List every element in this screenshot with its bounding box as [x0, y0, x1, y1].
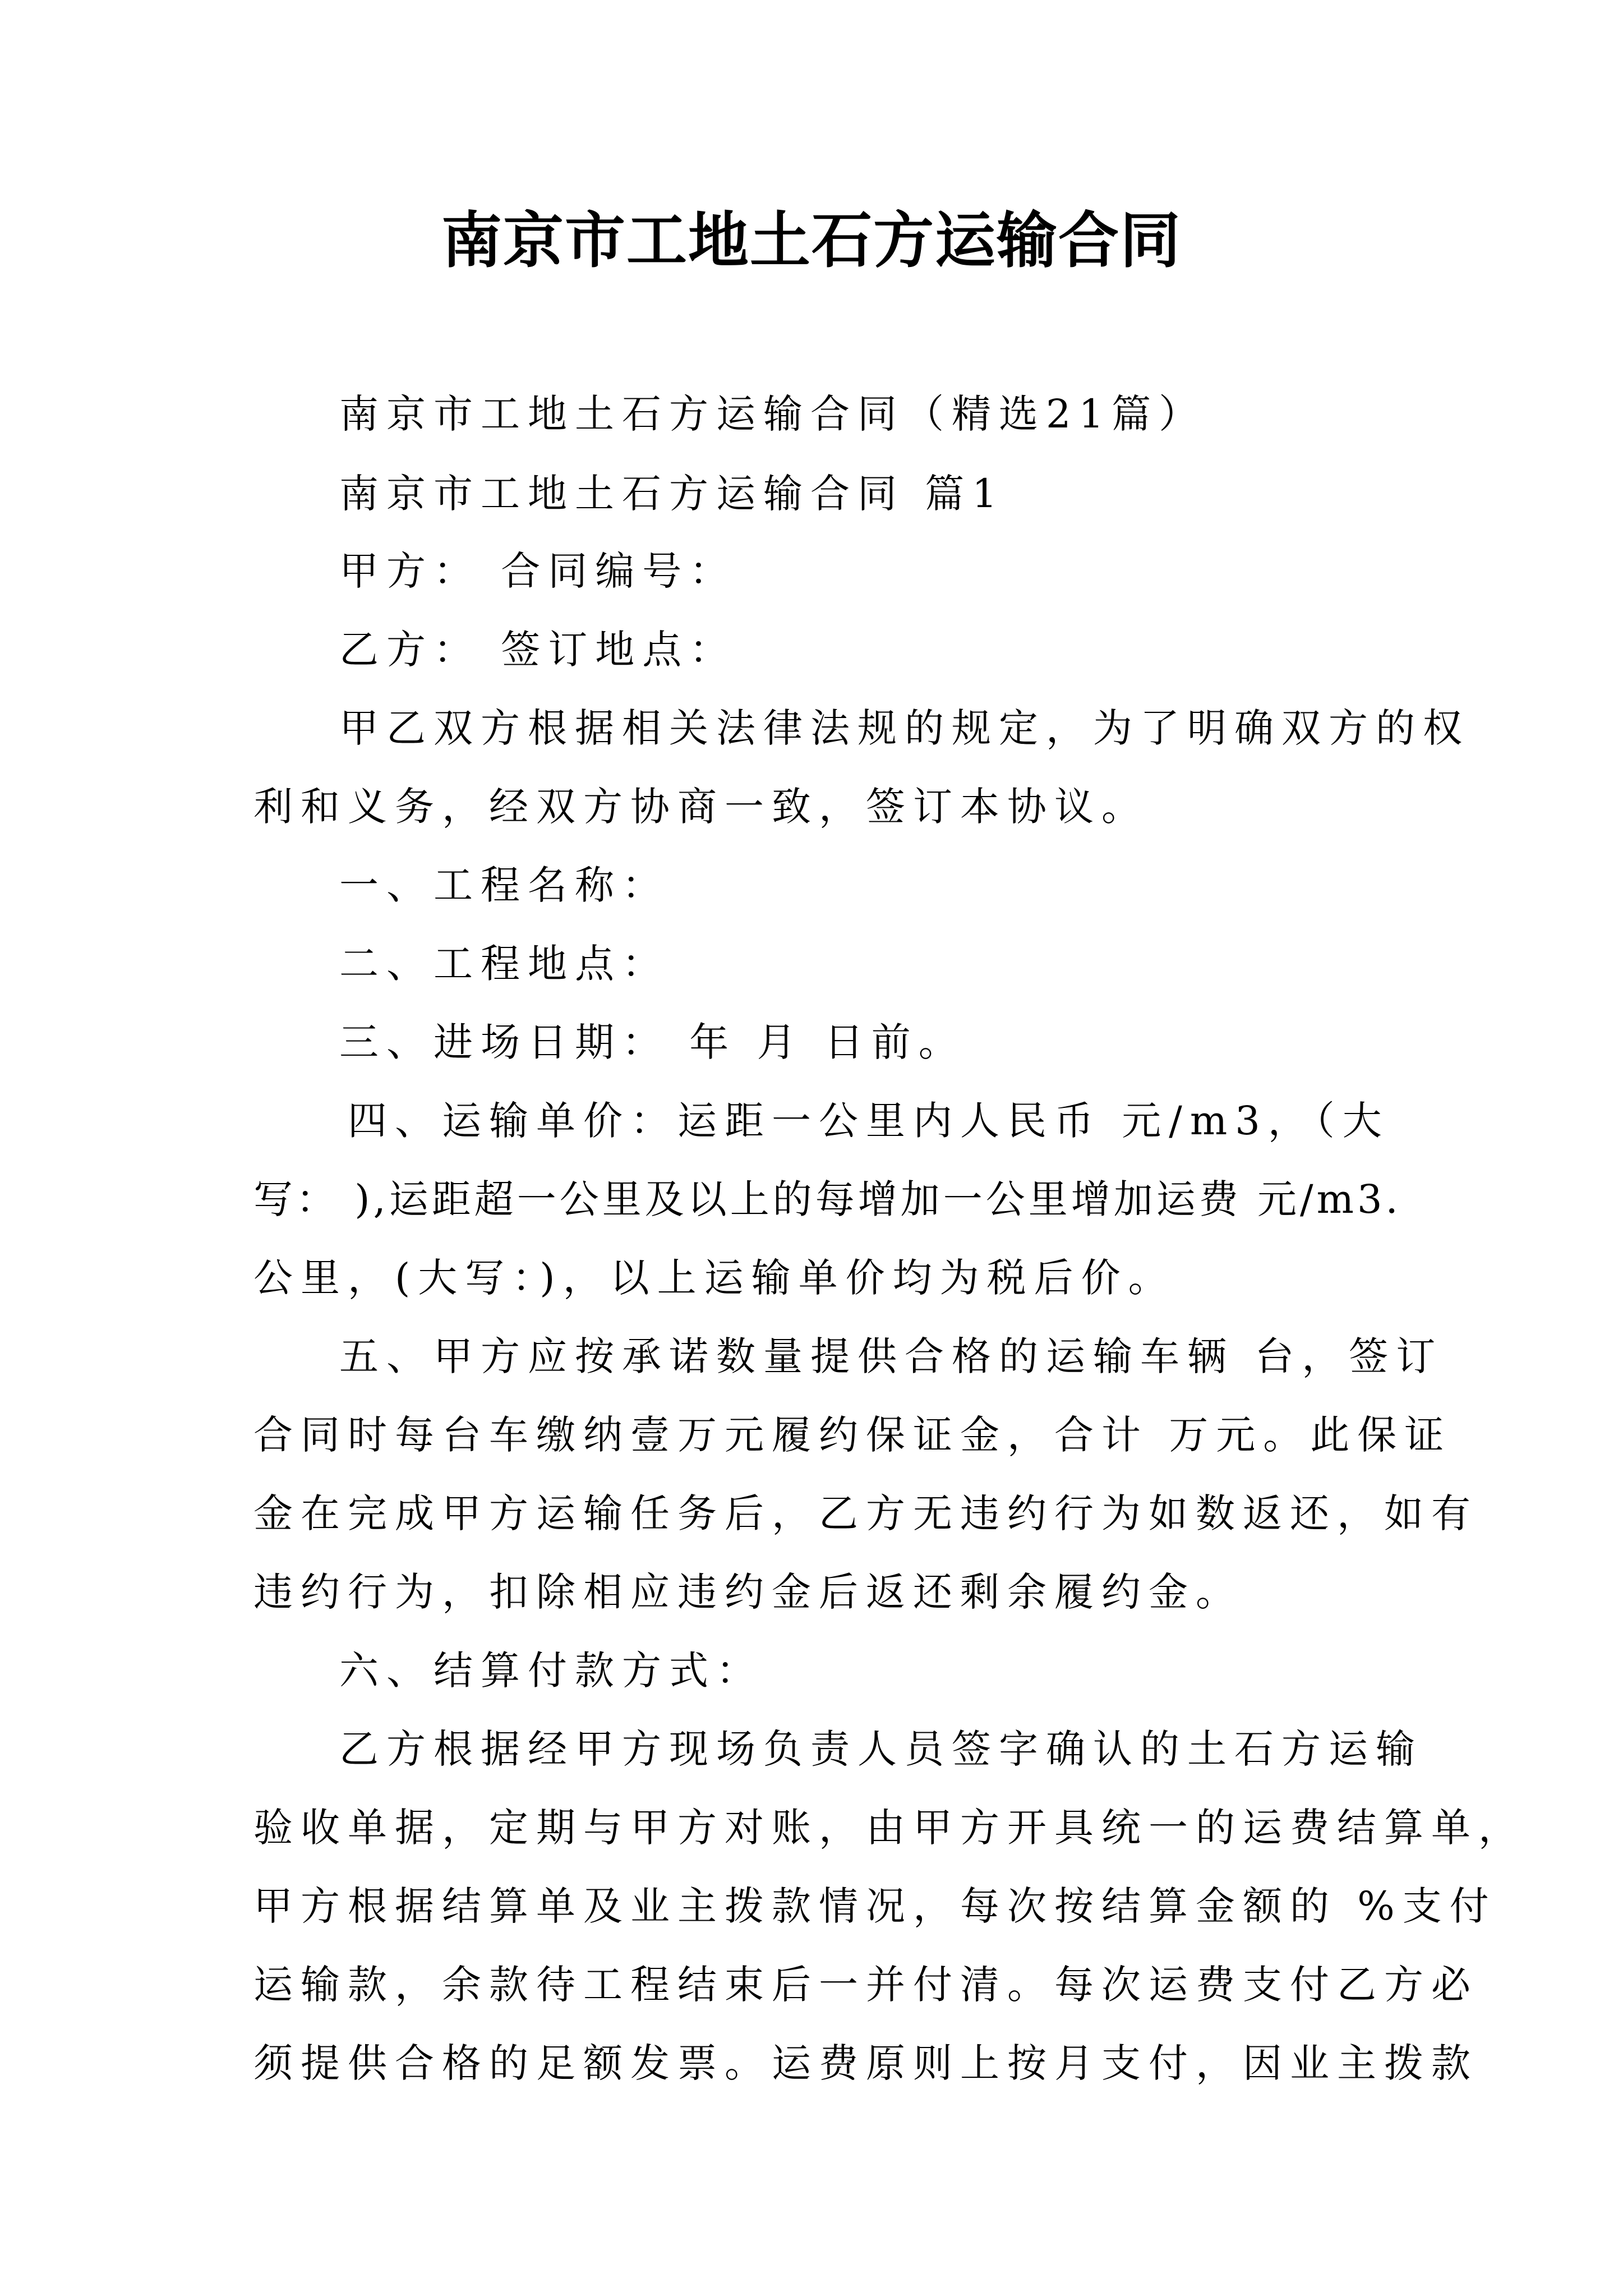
paragraph-line: 甲方根据结算单及业主拨款情况，每次按结算金额的 %支付 [253, 1883, 1497, 1929]
paragraph-line: 乙方根据经甲方现场负责人员签字确认的土石方运输 [339, 1726, 1423, 1772]
paragraph-line: 违约行为，扣除相应违约金后返还剩余履约金。 [253, 1569, 1243, 1615]
clause-line: 六、结算付款方式： [339, 1648, 763, 1694]
clause-line: 三、进场日期： 年 月 日前。 [339, 1019, 966, 1065]
paragraph-line: 金在完成甲方运输任务后，乙方无违约行为如数返还，如有 [253, 1490, 1478, 1536]
paragraph-line: 验收单据，定期与甲方对账，由甲方开具统一的运费结算单， [253, 1805, 1525, 1851]
paragraph-line: 须提供合格的足额发票。运费原则上按月支付，因业主拨款 [253, 2040, 1478, 2086]
party-b-line: 乙方： 签订地点： [339, 627, 737, 673]
clause-line: 二、工程地点： [339, 941, 669, 987]
clause-line: 五、甲方应按承诺数量提供合格的运输车辆 台，签订 [339, 1333, 1444, 1379]
party-a-line: 甲方： 合同编号： [339, 548, 737, 594]
paragraph-line: 写： ),运距超一公里及以上的每增加一公里增加运费 元/m3. [253, 1176, 1401, 1222]
clause-line: 四、运输单价：运距一公里内人民币 元/m3，（大 [348, 1098, 1390, 1144]
document-title: 南京市工地土石方运输合同 [441, 206, 1182, 276]
paragraph-line: 运输款，余款待工程结束后一并付清。每次运费支付乙方必 [253, 1962, 1478, 2008]
paragraph-line: 利和义务，经双方协商一致，签订本协议。 [253, 784, 1149, 830]
paragraph-line: 合同时每台车缴纳壹万元履约保证金，合计 万元。此保证 [253, 1412, 1452, 1458]
subtitle-line: 南京市工地土石方运输合同（精选21篇） [339, 391, 1206, 437]
section-heading: 南京市工地土石方运输合同 篇1 [339, 471, 1005, 517]
clause-line: 一、工程名称： [339, 862, 669, 908]
paragraph-line: 公里，(大写：)，以上运输单价均为税后价。 [253, 1255, 1175, 1301]
paragraph-line: 甲乙双方根据相关法律法规的规定，为了明确双方的权 [339, 705, 1470, 751]
